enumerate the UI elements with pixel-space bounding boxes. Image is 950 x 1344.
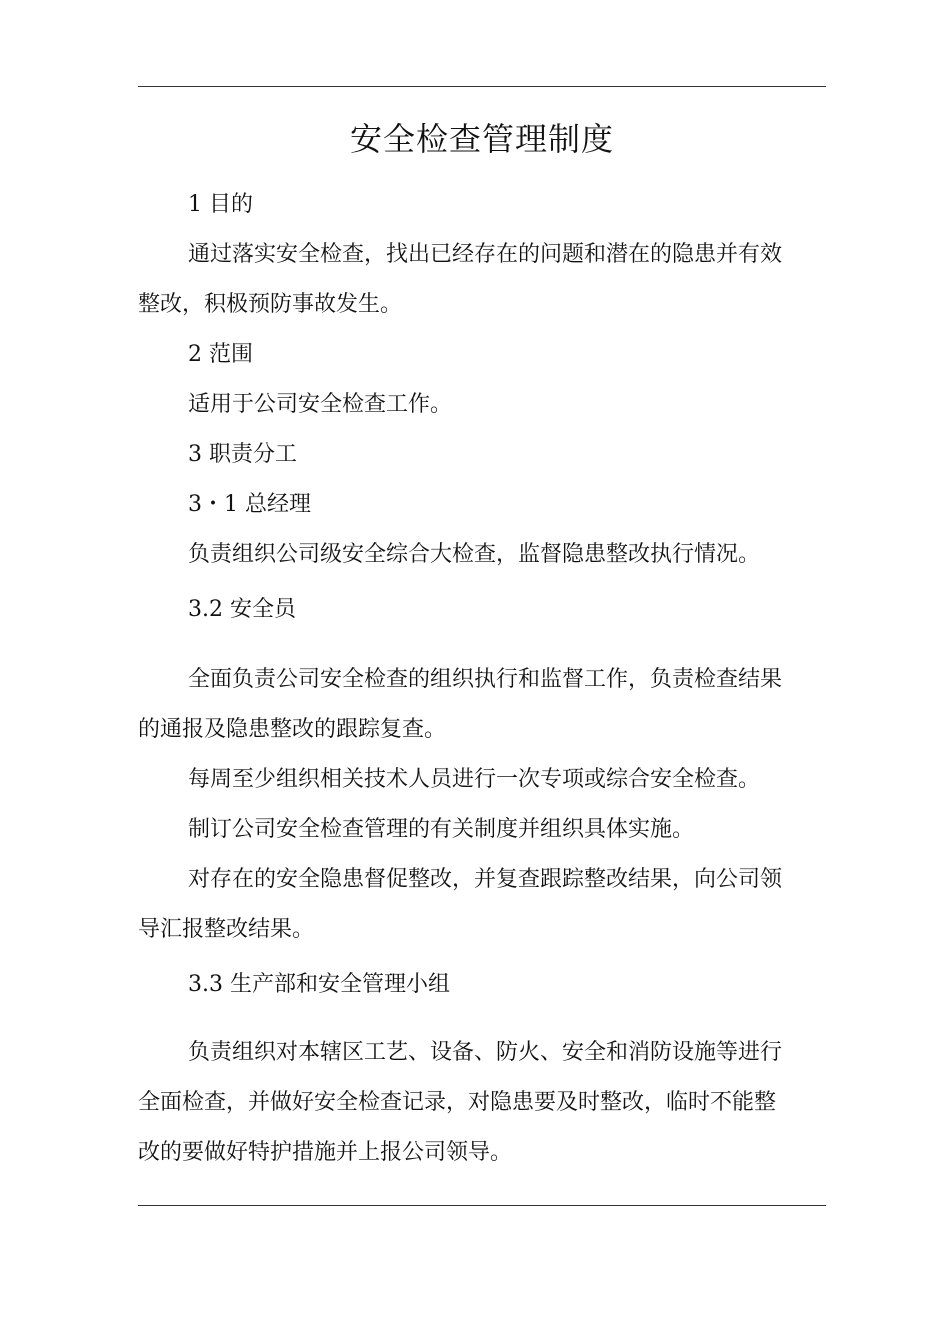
paragraph-general-manager — [138, 530, 826, 580]
text-line: 1 目的 — [188, 192, 253, 217]
subsection-heading-safety-officer — [138, 585, 826, 635]
text-line: 对存在的安全隐患督促整改，并复查跟踪整改结果，向公司领 — [188, 867, 783, 892]
text-line: 全面检查，并做好安全检查记录，对隐患要及时整改，临时不能整 — [138, 1090, 777, 1115]
text-line: 全面负责公司安全检查的组织执行和监督工作，负责检查结果 — [188, 667, 783, 692]
text-line: 通过落实安全检查，找出已经存在的问题和潜在的隐患并有效 — [188, 242, 783, 267]
section-heading-purpose — [138, 180, 826, 230]
section-heading-scope — [138, 330, 826, 380]
section-heading-responsibilities — [138, 430, 826, 480]
paragraph-safety-officer-2 — [138, 755, 826, 805]
text-line: 3・1 总经理 — [188, 492, 311, 517]
text-line: 适用于公司安全检查工作。 — [188, 392, 453, 417]
text-line: 整改，积极预防事故发生。 — [138, 292, 403, 317]
document-title: 安全检查管理制度 — [349, 120, 614, 158]
text-line: 改的要做好特护措施并上报公司领导。 — [138, 1140, 513, 1165]
text-line: 3.3 生产部和安全管理小组 — [188, 972, 450, 997]
text-line: 负责组织对本辖区工艺、设备、防火、安全和消防设施等进行 — [188, 1040, 783, 1065]
text-line: 3.2 安全员 — [188, 597, 296, 622]
paragraph-purpose — [138, 230, 826, 330]
text-line: 负责组织公司级安全综合大检查，监督隐患整改执行情况。 — [188, 542, 761, 567]
footer-rule — [138, 1205, 826, 1206]
subsection-heading-production-dept — [138, 960, 826, 1010]
text-line: 每周至少组织相关技术人员进行一次专项或综合安全检查。 — [188, 767, 761, 792]
paragraph-safety-officer-3 — [138, 805, 826, 855]
text-line: 制订公司安全检查管理的有关制度并组织具体实施。 — [188, 817, 695, 842]
paragraph-scope — [138, 380, 826, 430]
text-line: 3 职责分工 — [188, 442, 297, 467]
text-line: 导汇报整改结果。 — [138, 917, 315, 942]
text-line: 2 范围 — [188, 342, 253, 367]
subsection-heading-general-manager — [138, 480, 826, 530]
paragraph-safety-officer-1 — [138, 655, 826, 755]
header-rule — [138, 86, 826, 87]
paragraph-safety-officer-4 — [138, 855, 826, 955]
paragraph-production-dept — [138, 1028, 826, 1178]
text-line: 的通报及隐患整改的跟踪复查。 — [138, 717, 447, 742]
